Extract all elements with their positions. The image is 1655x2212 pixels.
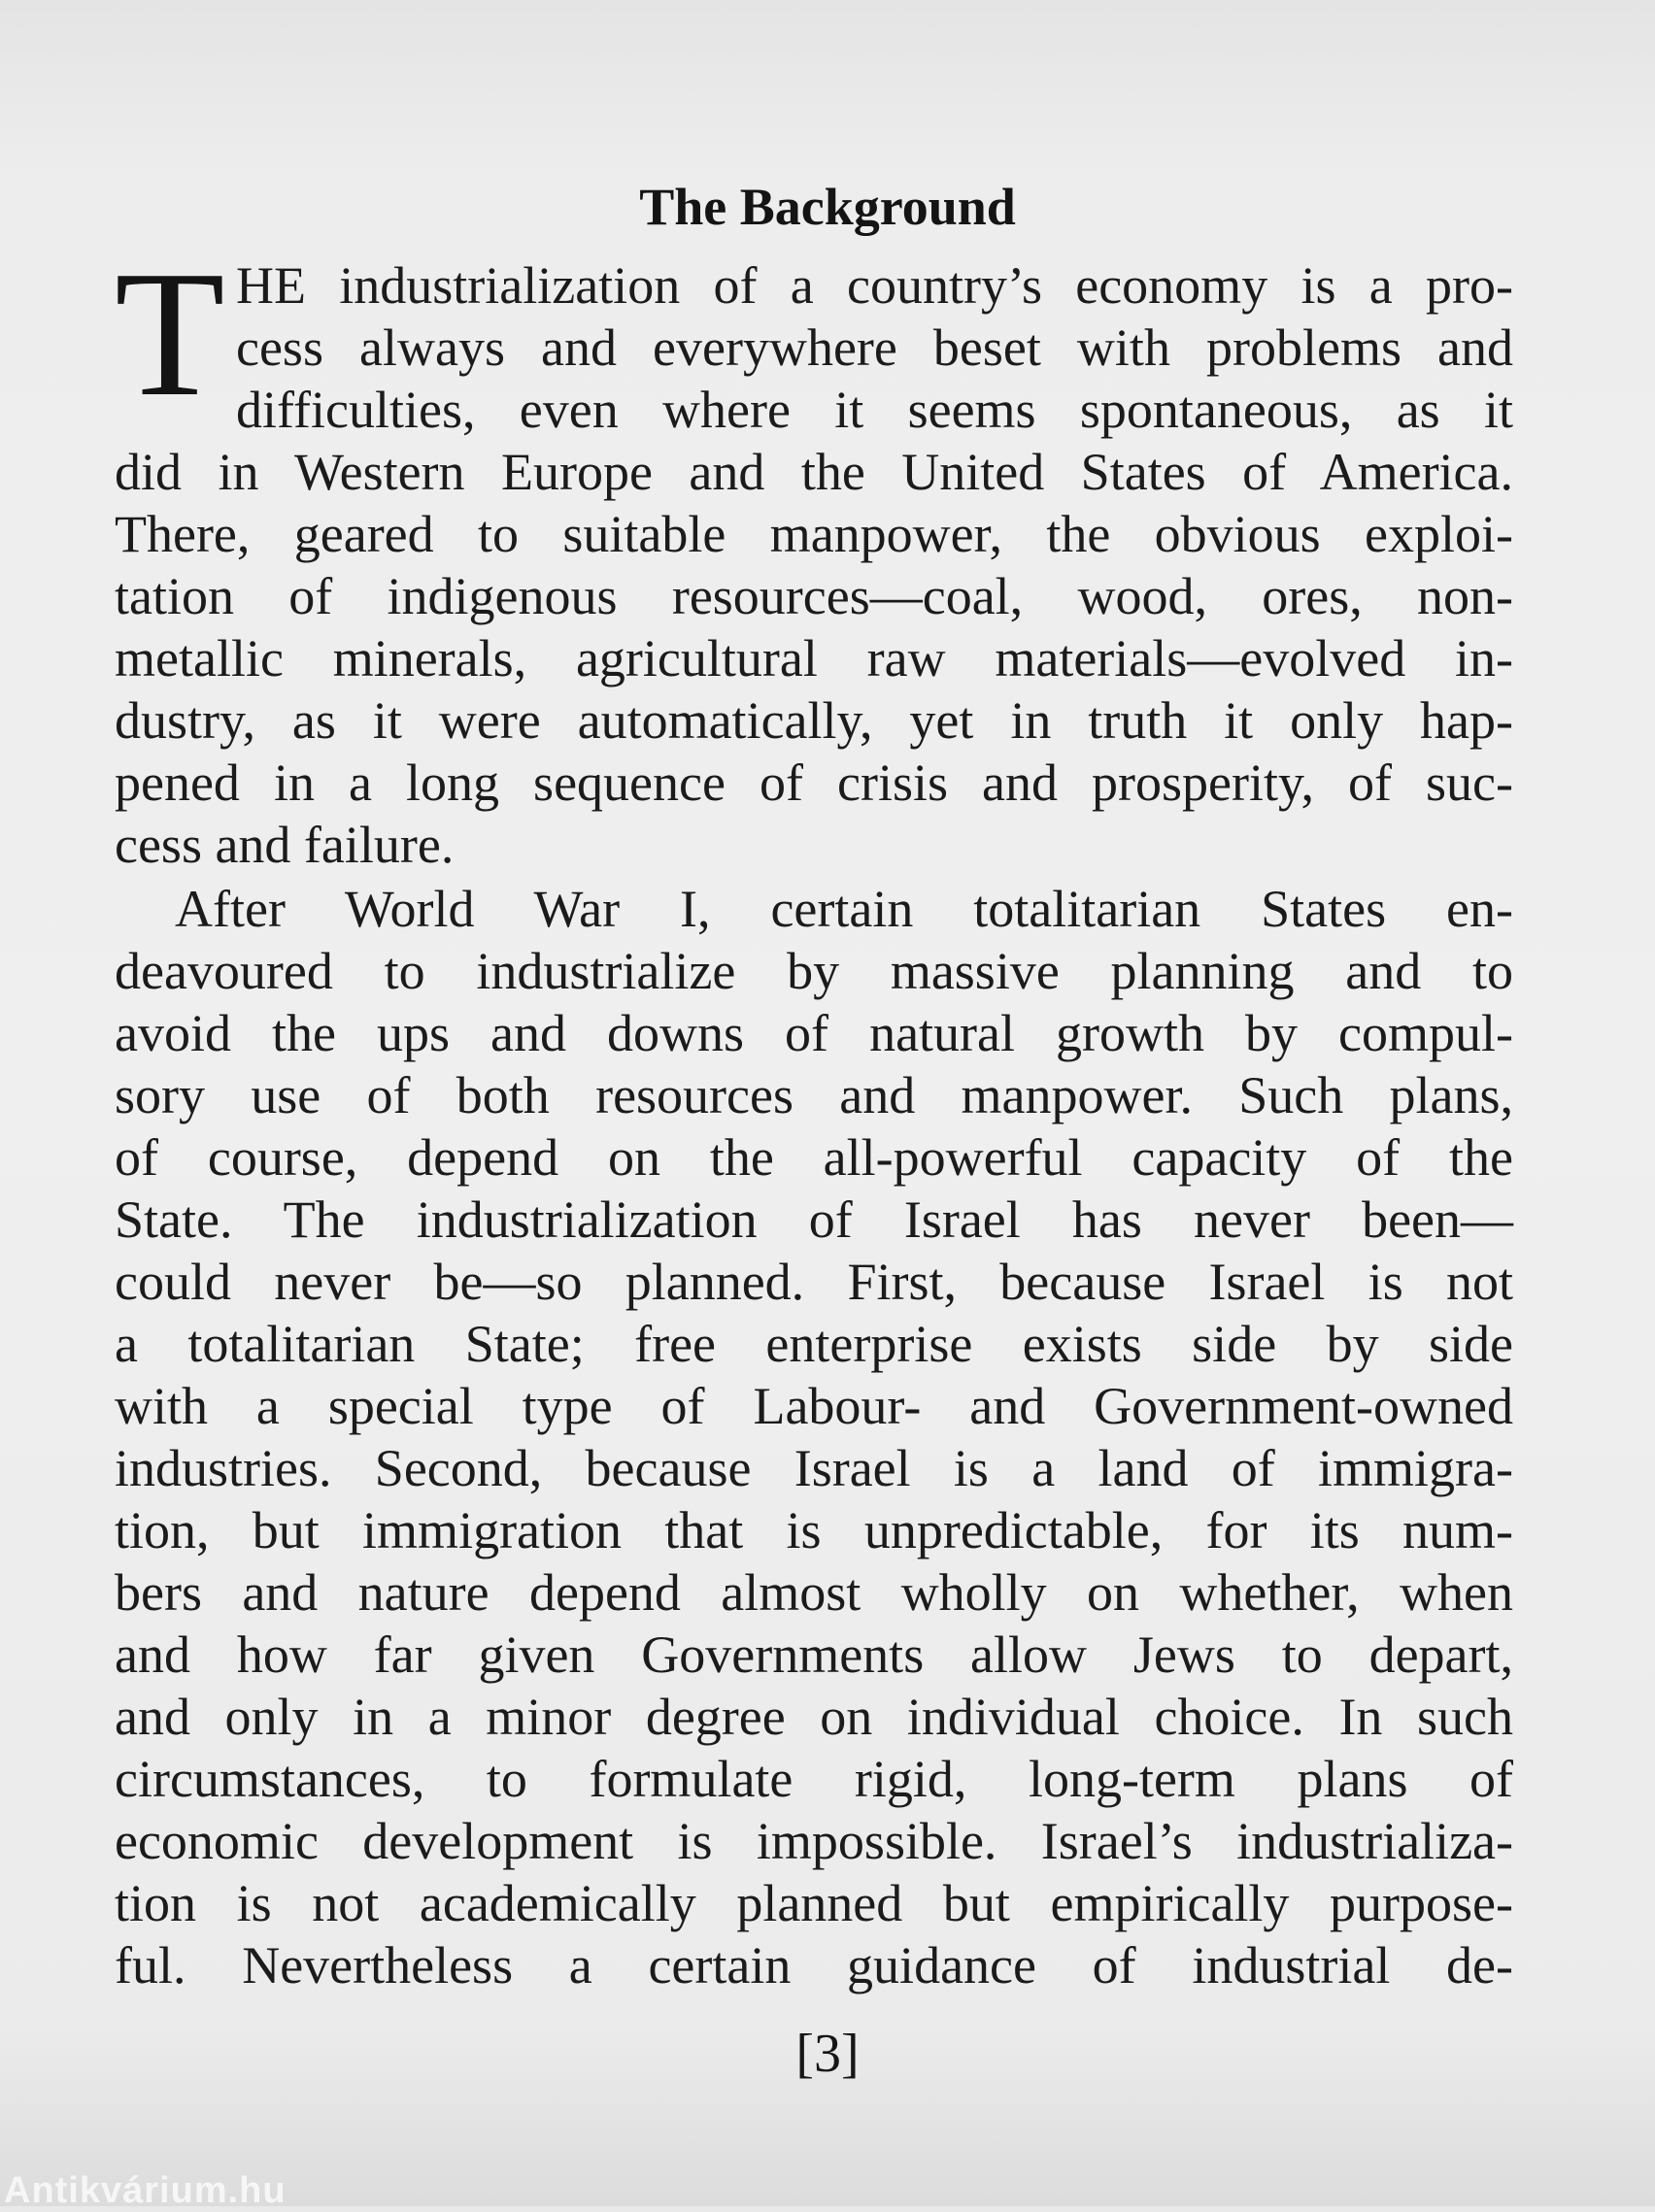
text-line: a totalitarian State; free enterprise exists side by side: [115, 1315, 1513, 1373]
text-line: difficulties, even where it seems spontaneous, as it: [236, 381, 1513, 439]
text-line: did in Western Europe and the United States of America.: [115, 443, 1513, 501]
text-line: metallic minerals, agricultural raw materials—evolved in-: [115, 629, 1513, 687]
text-line: State. The industrialization of Israel has never been—: [115, 1190, 1513, 1249]
text-line: industries. Second, because Israel is a land of immigra-: [115, 1439, 1513, 1497]
text-line: could never be—so planned. First, because Israel is not: [115, 1253, 1513, 1311]
text-line: cess always and everywhere beset with problems and: [236, 318, 1513, 377]
paragraph-2: [115, 878, 1513, 1996]
paragraph-1: [115, 234, 1513, 876]
text-line: with a special type of Labour- and Government-owned: [115, 1377, 1513, 1435]
section-heading: The Background: [639, 178, 1016, 236]
text-line: After World War I, certain totalitarian States en-: [175, 880, 1513, 938]
text-line: avoid the ups and downs of natural growth by compul-: [115, 1004, 1513, 1062]
drop-cap: T: [115, 234, 225, 434]
text-line: There, geared to suitable manpower, the obvious exploi-: [115, 505, 1513, 563]
text-line: deavoured to industrialize by massive planning and to: [115, 942, 1513, 1000]
text-line: economic development is impossible. Israel’s industrializa-: [115, 1812, 1513, 1870]
text-line: bers and nature depend almost wholly on whether, when: [115, 1563, 1513, 1622]
body-text: [115, 234, 1513, 1996]
text-line: circumstances, to formulate rigid, long-term plans of: [115, 1750, 1513, 1808]
text-line: sory use of both resources and manpower. Such plans,: [115, 1066, 1513, 1124]
text-line: of course, depend on the all-powerful capacity of the: [115, 1128, 1513, 1187]
text-line: pened in a long sequence of crisis and prosperity, of suc-: [115, 754, 1513, 812]
page-number: [3]: [795, 2024, 860, 2084]
text-line: tation of indigenous resources—coal, wood, ores, non-: [115, 567, 1513, 625]
text-line: tion, but immigration that is unpredictable, for its num-: [115, 1501, 1513, 1559]
text-line: HE industrialization of a country’s economy is a pro-: [236, 256, 1513, 315]
text-line: and how far given Governments allow Jews to depart,: [115, 1625, 1513, 1684]
text-line: cess and failure.: [115, 816, 455, 874]
text-line: ful. Nevertheless a certain guidance of industrial de-: [115, 1936, 1513, 1994]
watermark: Antikvárium.hu: [4, 2170, 287, 2211]
text-line: and only in a minor degree on individual choice. In such: [115, 1688, 1513, 1746]
text-line: dustry, as it were automatically, yet in truth it only hap-: [115, 691, 1513, 750]
text-line: tion is not academically planned but empirically purpose-: [115, 1874, 1513, 1932]
